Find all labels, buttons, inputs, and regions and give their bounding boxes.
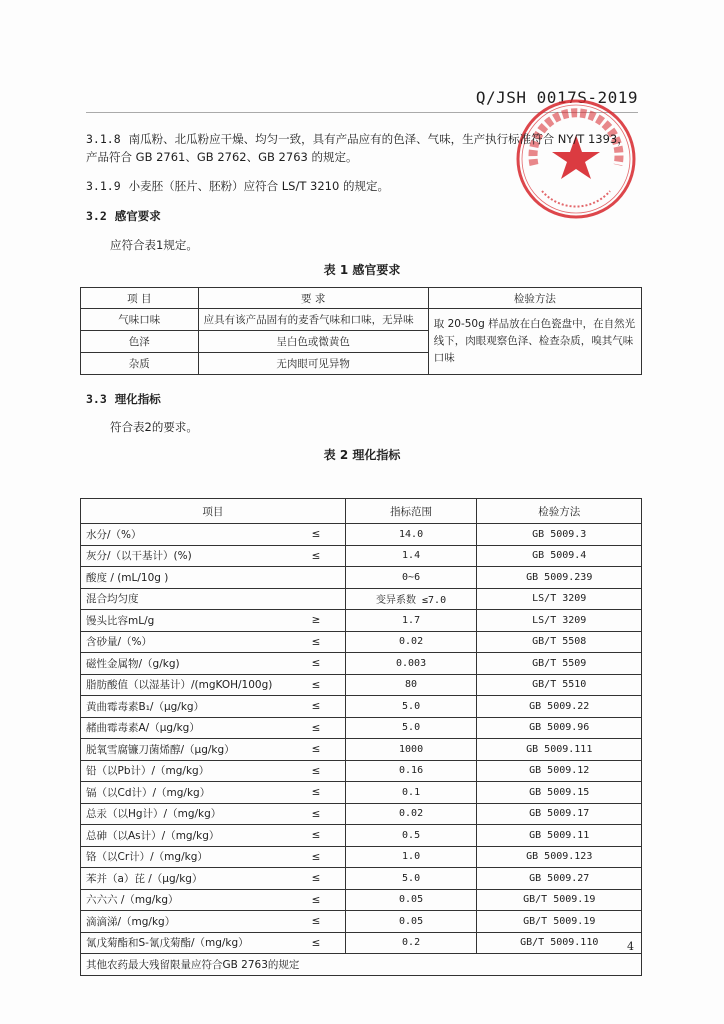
comparison-symbol-cell: ≤ xyxy=(287,674,345,696)
item-cell: 杂质 xyxy=(81,353,199,375)
item-cell: 总砷（以As计）/（mg/kg） xyxy=(81,825,288,847)
item-cell: 水分/（%） xyxy=(81,524,288,546)
method-cell: GB/T 5009.19 xyxy=(477,889,642,911)
table-header-row xyxy=(81,499,642,524)
comparison-symbol-cell: ≤ xyxy=(287,846,345,868)
table-row xyxy=(81,782,642,804)
method-cell: GB/T 5510 xyxy=(477,674,642,696)
range-cell: 0.5 xyxy=(345,825,477,847)
table-row xyxy=(81,696,642,718)
table-row xyxy=(81,567,642,589)
item-cell: 苯并（a）芘 /（μg/kg） xyxy=(81,868,288,890)
table-row xyxy=(81,674,642,696)
item-cell: 馒头比容mL/g xyxy=(81,610,288,632)
table-row xyxy=(81,524,642,546)
table-footer-row xyxy=(81,954,642,976)
method-cell: GB 5009.22 xyxy=(477,696,642,718)
item-cell: 色泽 xyxy=(81,331,199,353)
table-row xyxy=(81,846,642,868)
comparison-symbol-cell: ≤ xyxy=(287,545,345,567)
table-row xyxy=(81,868,642,890)
clause-text-continued: 产品符合 GB 2761、GB 2762、GB 2763 的规定。 xyxy=(86,150,358,164)
column-header: 项 目 xyxy=(81,288,199,309)
method-cell: GB/T 5509 xyxy=(477,653,642,675)
item-cell: 赭曲霉毒素A/（μg/kg） xyxy=(81,717,288,739)
method-cell: GB/T 5508 xyxy=(477,631,642,653)
section-title: 感官要求 xyxy=(114,209,161,223)
method-cell: GB 5009.17 xyxy=(477,803,642,825)
range-cell: 0.05 xyxy=(345,889,477,911)
range-cell: 5.0 xyxy=(345,696,477,718)
method-cell: GB 5009.11 xyxy=(477,825,642,847)
range-cell: 0.16 xyxy=(345,760,477,782)
comparison-symbol-cell: ≤ xyxy=(287,631,345,653)
table-row xyxy=(81,889,642,911)
comparison-symbol-cell xyxy=(287,588,345,610)
table-row xyxy=(81,545,642,567)
method-cell: 取 20-50g 样品放在白色瓷盘中，在自然光线下，肉眼观察色泽、检查杂质，嗅其气味口味 xyxy=(428,309,641,375)
range-cell: 1.4 xyxy=(345,545,477,567)
method-cell: GB 5009.3 xyxy=(477,524,642,546)
method-cell: GB 5009.239 xyxy=(477,567,642,589)
item-cell: 铅（以Pb计）/（mg/kg） xyxy=(81,760,288,782)
requirement-cell: 应具有该产品固有的麦香气味和口味，无异味 xyxy=(198,309,428,331)
item-cell: 酸度 / (mL/10g ) xyxy=(81,567,288,589)
range-cell: 0.1 xyxy=(345,782,477,804)
physicochemical-indicators-table xyxy=(80,498,642,976)
method-cell: GB 5009.96 xyxy=(477,717,642,739)
footer-note: 其他农药最大残留限量应符合GB 2763的规定 xyxy=(81,954,642,976)
clause-3-1-8 xyxy=(86,130,646,166)
item-cell: 脂肪酸值（以湿基计）/(mgKOH/100g) xyxy=(81,674,288,696)
column-header: 检验方法 xyxy=(477,499,642,524)
range-cell: 1.7 xyxy=(345,610,477,632)
table-row xyxy=(81,739,642,761)
method-cell: LS/T 3209 xyxy=(477,588,642,610)
comparison-symbol-cell xyxy=(287,567,345,589)
comparison-symbol-cell: ≤ xyxy=(287,717,345,739)
comparison-symbol-cell: ≤ xyxy=(287,653,345,675)
range-cell: 14.0 xyxy=(345,524,477,546)
comparison-symbol-cell: ≤ xyxy=(287,524,345,546)
comparison-symbol-cell: ≤ xyxy=(287,782,345,804)
method-cell: GB 5009.111 xyxy=(477,739,642,761)
requirement-cell: 呈白色或微黄色 xyxy=(198,331,428,353)
table-row xyxy=(81,911,642,933)
table-row xyxy=(81,803,642,825)
section-title: 理化指标 xyxy=(114,392,161,406)
table-row xyxy=(81,610,642,632)
item-cell: 磁性金属物/（g/kg) xyxy=(81,653,288,675)
range-cell: 1000 xyxy=(345,739,477,761)
method-cell: GB/T 5009.110 xyxy=(477,932,642,954)
section-body-3-2: 应符合表1规定。 xyxy=(110,238,198,252)
range-cell: 5.0 xyxy=(345,717,477,739)
item-cell: 含砂量/（%） xyxy=(81,631,288,653)
clause-number: 3.1.9 xyxy=(86,179,121,193)
section-heading-3-3 xyxy=(86,390,161,408)
comparison-symbol-cell: ≤ xyxy=(287,889,345,911)
section-body-3-3: 符合表2的要求。 xyxy=(110,420,198,434)
section-number: 3.3 xyxy=(86,392,107,406)
table-row xyxy=(81,631,642,653)
comparison-symbol-cell: ≤ xyxy=(287,825,345,847)
range-cell: 80 xyxy=(345,674,477,696)
table-row xyxy=(81,760,642,782)
range-cell: 0.003 xyxy=(345,653,477,675)
column-header: 指标范围 xyxy=(345,499,477,524)
range-cell: 0.2 xyxy=(345,932,477,954)
item-cell: 黄曲霉毒素B₁/（μg/kg） xyxy=(81,696,288,718)
method-cell: GB/T 5009.19 xyxy=(477,911,642,933)
method-cell: GB 5009.4 xyxy=(477,545,642,567)
table-row xyxy=(81,932,642,954)
range-cell: 0.02 xyxy=(345,803,477,825)
section-heading-3-2 xyxy=(86,207,161,225)
table-row xyxy=(81,717,642,739)
table-row xyxy=(81,588,642,610)
item-cell: 氰戊菊酯和S-氰戊菊酯/（mg/kg） xyxy=(81,932,288,954)
method-cell: GB 5009.27 xyxy=(477,868,642,890)
method-cell: GB 5009.123 xyxy=(477,846,642,868)
method-cell: GB 5009.15 xyxy=(477,782,642,804)
item-cell: 灰分/（以干基计）(%) xyxy=(81,545,288,567)
table-header-row xyxy=(81,288,642,309)
document-number: Q/JSH 0017S-2019 xyxy=(475,88,638,107)
table-row xyxy=(81,653,642,675)
column-header: 要 求 xyxy=(198,288,428,309)
comparison-symbol-cell: ≥ xyxy=(287,610,345,632)
method-cell: GB 5009.12 xyxy=(477,760,642,782)
table-row xyxy=(81,825,642,847)
range-cell: 0~6 xyxy=(345,567,477,589)
comparison-symbol-cell: ≤ xyxy=(287,739,345,761)
item-cell: 脱氧雪腐镰刀菌烯醇/（μg/kg） xyxy=(81,739,288,761)
item-cell: 六六六 /（mg/kg） xyxy=(81,889,288,911)
requirement-cell: 无肉眼可见异物 xyxy=(198,353,428,375)
comparison-symbol-cell: ≤ xyxy=(287,696,345,718)
range-cell: 1.0 xyxy=(345,846,477,868)
item-cell: 气味口味 xyxy=(81,309,199,331)
column-header: 检验方法 xyxy=(428,288,641,309)
clause-number: 3.1.8 xyxy=(86,132,121,146)
table-2-caption: 表 2 理化指标 xyxy=(323,448,401,462)
table-1-caption: 表 1 感官要求 xyxy=(323,263,401,277)
comparison-symbol-cell: ≤ xyxy=(287,911,345,933)
item-cell: 混合均匀度 xyxy=(81,588,288,610)
comparison-symbol-cell: ≤ xyxy=(287,868,345,890)
comparison-symbol-cell: ≤ xyxy=(287,932,345,954)
column-header: 项目 xyxy=(81,499,346,524)
page-number: 4 xyxy=(627,940,634,953)
section-number: 3.2 xyxy=(86,209,107,223)
range-cell: 5.0 xyxy=(345,868,477,890)
item-cell: 滴滴涕/（mg/kg） xyxy=(81,911,288,933)
range-cell: 0.05 xyxy=(345,911,477,933)
item-cell: 铬（以Cr计）/（mg/kg） xyxy=(81,846,288,868)
table-row xyxy=(81,309,642,331)
method-cell: LS/T 3209 xyxy=(477,610,642,632)
clause-text: 南瓜粉、北瓜粉应干燥、均匀一致，具有产品应有的色泽、气味，生产执行标准符合 NY/T 1393， xyxy=(128,132,629,146)
clause-text: 小麦胚（胚片、胚粉）应符合 LS/T 3210 的规定。 xyxy=(128,179,389,193)
range-cell: 变异系数 ≤7.0 xyxy=(345,588,477,610)
range-cell: 0.02 xyxy=(345,631,477,653)
item-cell: 镉（以Cd计）/（mg/kg） xyxy=(81,782,288,804)
comparison-symbol-cell: ≤ xyxy=(287,803,345,825)
clause-3-1-9 xyxy=(86,177,646,195)
comparison-symbol-cell: ≤ xyxy=(287,760,345,782)
sensory-requirements-table xyxy=(80,287,642,375)
table-body xyxy=(81,524,642,954)
item-cell: 总汞（以Hg计）/（mg/kg） xyxy=(81,803,288,825)
